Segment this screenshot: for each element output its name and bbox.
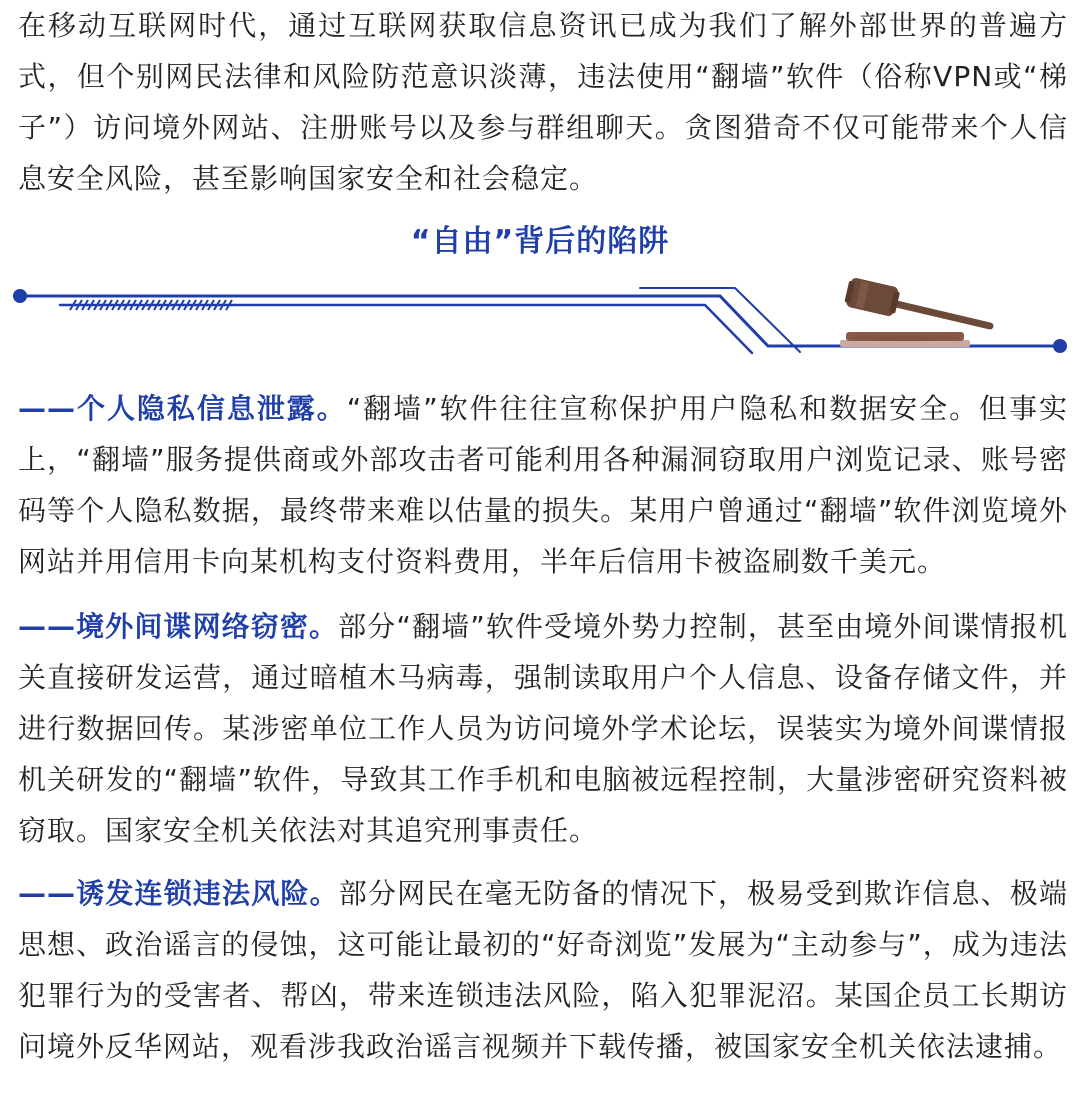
left-dot [13,289,27,303]
section-chain-risk [18,868,1068,1072]
section-title: “自由”背后的陷阱 [410,224,670,259]
gavel-icon [840,277,990,347]
right-dot [1053,339,1067,353]
section-body: 部分网民在毫无防备的情况下，极易受到欺诈信息、极端思想、政治谣言的侵蚀，这可能让最初的“好奇浏览”发展为“主动参与”，成为违法犯罪行为的受害者、帮凶，带来连锁违法风险，陷入犯罪泥沼。某国企员工长期访问境外反华网站，观看涉我政治谣言视频并下载传播，被国家安全机关依法逮捕。 [18,877,1068,1063]
section-personal-privacy [18,383,1068,587]
section-espionage [18,601,1068,856]
section-lead: ——诱发连锁违法风险。 [18,877,339,910]
intro-paragraph: 在移动互联网时代，通过互联网获取信息资讯已成为我们了解外部世界的普遍方式，但个别网民法律和风险防范意识淡薄，违法使用“翻墙”软件（俗称VPN或“梯子”）访问境外网站、注册账号以及参与群组聊天。贪图猎奇不仅可能带来个人信息安全风险，甚至影响国家安全和社会稳定。 [18,9,1068,195]
section-body: 部分“翻墙”软件受境外势力控制，甚至由境外间谍情报机关直接研发运营，通过暗植木马病毒，强制读取用户个人信息、设备存储文件，并进行数据回传。某涉密单位工作人员为访问境外学术论坛，误装实为境外间谍情报机关研发的“翻墙”软件，导致其工作手机和电脑被远程控制，大量涉密研究资料被窃取。国家安全机关依法对其追究刑事责任。 [18,610,1068,847]
circuit-divider [0,262,1080,362]
section-lead: ——境外间谍网络窃密。 [18,610,339,643]
section-lead: ——个人隐私信息泄露。 [18,392,347,425]
section-body: “翻墙”软件往往宣称保护用户隐私和数据安全。但事实上，“翻墙”服务提供商或外部攻击者可能利用各种漏洞窃取用户浏览记录、账号密码等个人隐私数据，最终带来难以估量的损失。某用户曾通过“翻墙”软件浏览境外网站并用信用卡向某机构支付资料费用，半年后信用卡被盗刷数千美元。 [18,392,1068,578]
